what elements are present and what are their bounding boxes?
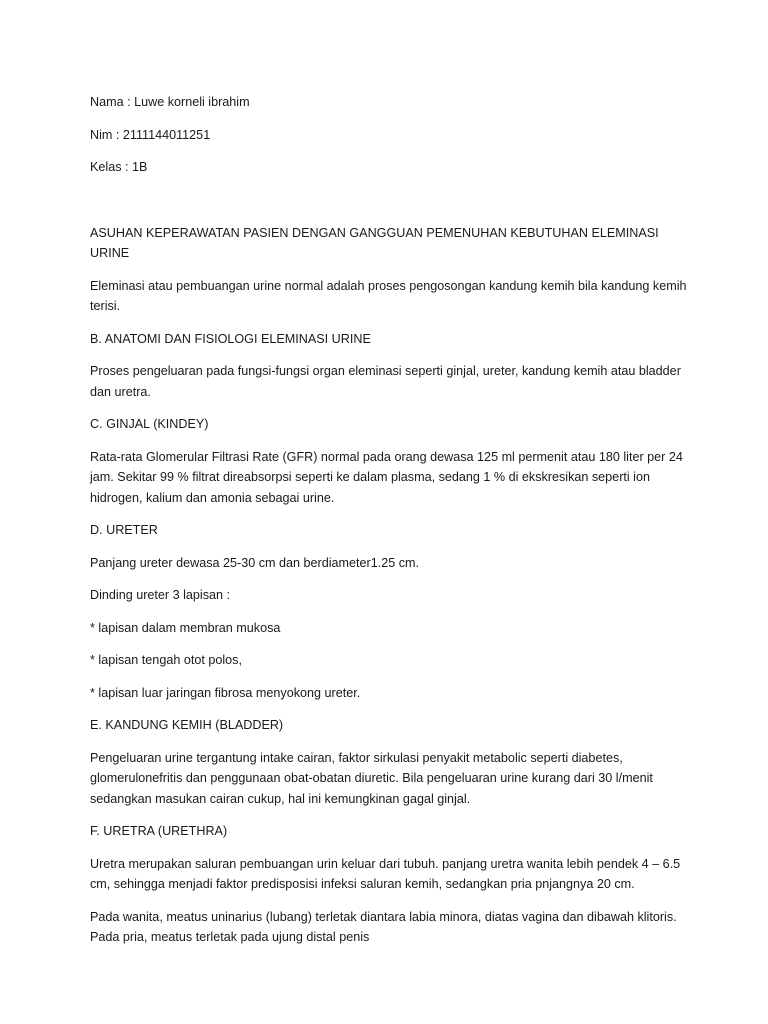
section-d-heading: D. URETER xyxy=(90,523,158,537)
student-nim: Nim : 2111144011251 xyxy=(90,127,211,142)
section-f-heading: F. URETRA (URETHRA) xyxy=(90,824,228,838)
list-item: * lapisan luar jaringan fibrosa menyokong ureter. xyxy=(90,685,361,700)
document-page xyxy=(90,92,690,960)
student-class: Kelas : 1B xyxy=(90,160,148,174)
section-c-paragraph: Rata-rata Glomerular Filtrasi Rate (GFR) normal pada orang dewasa 125 ml permenit atau 180 liter per 24 jam. Sekitar 99 % filtrat direabsorpsi seperti ke dalam plasma, sedang 1 % di ekskresikan seperti ion hidrogen, kalium dan amonia sebagai urine. xyxy=(90,449,683,505)
section-f-paragraph-1: Uretra merupakan saluran pembuangan urin keluar dari tubuh. panjang uretra wanita lebih pendek 4 – 6.5 cm, sehingga menjadi faktor predisposisi infeksi saluran kemih, sedangkan pria pnjangnya 20 cm. xyxy=(90,856,681,891)
intro-paragraph: Eleminasi atau pembuangan urine normal adalah proses pengosongan kandung kemih bila kandung kemih terisi. xyxy=(90,278,687,313)
student-name: Nama : Luwe korneli ibrahim xyxy=(90,95,250,109)
section-e-heading: E. KANDUNG KEMIH (BLADDER) xyxy=(90,718,284,732)
section-b-paragraph: Proses pengeluaran pada fungsi-fungsi organ eleminasi seperti ginjal, ureter, kandung kemih atau bladder dan uretra. xyxy=(90,364,681,399)
section-e-paragraph: Pengeluaran urine tergantung intake cairan, faktor sirkulasi penyakit metabolic seperti diabetes, glomerulonefritis dan penggunaan obat-obatan diuretic. Bila pengeluaran urine kurang dari 30 l/menit sedangkan masukan cairan cukup, hal ini kemungkinan gagal ginjal. xyxy=(90,750,653,806)
section-c-heading: C. GINJAL (KINDEY) xyxy=(90,417,209,431)
document-title: ASUHAN KEPERAWATAN PASIEN DENGAN GANGGUAN PEMENUHAN KEBUTUHAN ELEMINASI URINE xyxy=(90,225,659,260)
section-b-heading: B. ANATOMI DAN FISIOLOGI ELEMINASI URINE xyxy=(90,331,371,346)
section-d-paragraph-1: Panjang ureter dewasa 25-30 cm dan berdiameter1.25 cm. xyxy=(90,555,420,570)
section-d-paragraph-2: Dinding ureter 3 lapisan : xyxy=(90,588,231,602)
list-item: * lapisan tengah otot polos, xyxy=(90,653,242,667)
list-item: * lapisan dalam membran mukosa xyxy=(90,620,281,635)
section-f-paragraph-2: Pada wanita, meatus uninarius (lubang) terletak diantara labia minora, diatas vagina dan dibawah klitoris. Pada pria, meatus terletak pada ujung distal penis xyxy=(90,909,677,944)
